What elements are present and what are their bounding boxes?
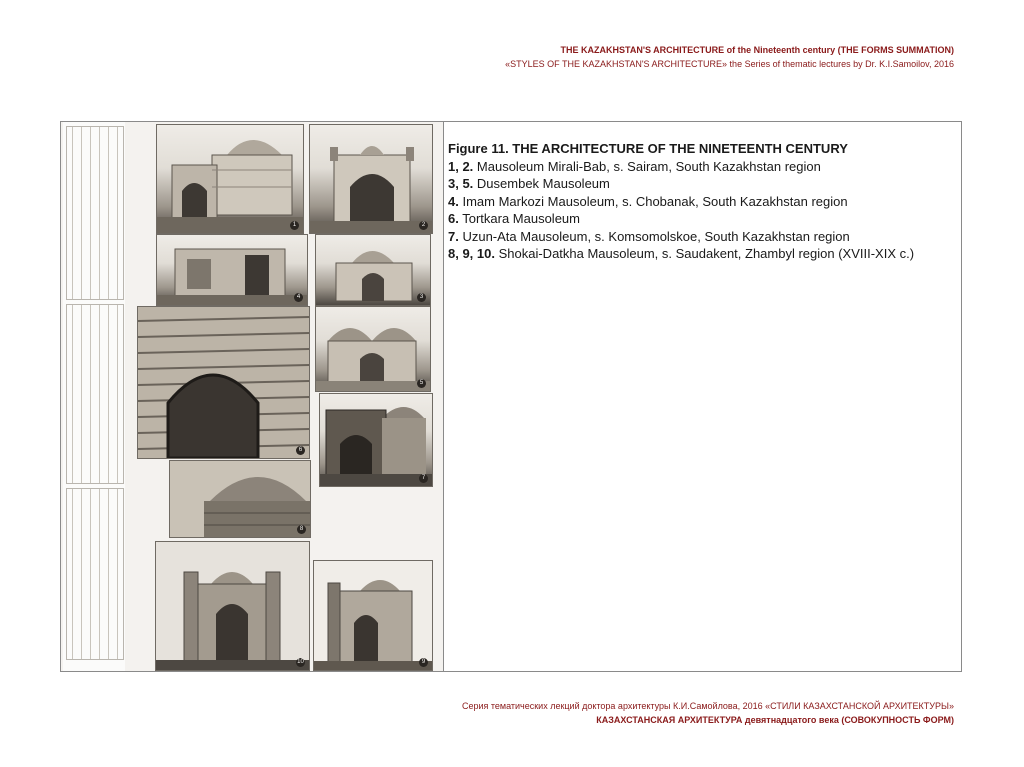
photo-number: 7 <box>419 474 428 483</box>
photo-9-shokai-datkha <box>313 560 433 671</box>
figure-frame <box>60 121 962 672</box>
caption-numbers: 3, 5. <box>448 176 474 191</box>
photo-plate <box>61 122 444 671</box>
photo-7-uzun-ata <box>319 393 433 487</box>
photo-6-tortkara <box>137 306 310 459</box>
photo-number: 4 <box>294 293 303 302</box>
photo-1-mirali-bab <box>156 124 304 234</box>
mausoleum-9-drawing <box>314 561 432 670</box>
caption-numbers: 7. <box>448 228 459 244</box>
caption-text: Dusembek Mausoleum <box>473 176 610 191</box>
photo-5-dusembek <box>315 306 431 392</box>
photo-number: 8 <box>297 525 306 534</box>
page-footer <box>462 699 954 727</box>
caption-text: Uzun-Ata Mausoleum, s. Komsomolskoe, South Kazakhstan region <box>458 228 850 244</box>
photo-10-shokai-datkha <box>155 541 310 671</box>
mausoleum-4-drawing <box>157 235 307 305</box>
photo-3-dusembek <box>315 234 431 306</box>
caption-text: Imam Markozi Mausoleum, s. Chobanak, South Kazakhstan region <box>458 193 848 209</box>
caption-item-1 <box>448 158 938 176</box>
photo-number: 5 <box>417 379 426 388</box>
caption-item-6 <box>448 245 938 263</box>
photo-8-shokai-datkha <box>169 460 311 538</box>
photo-number: 2 <box>419 221 428 230</box>
mausoleum-2-drawing <box>310 125 432 233</box>
caption-item-4 <box>448 210 938 228</box>
caption-text: Shokai-Datkha Mausoleum, s. Saudakent, Zhambyl region (XVIII-XIX c.) <box>494 246 915 261</box>
mausoleum-10-drawing <box>156 542 309 670</box>
caption-numbers: 4. <box>448 193 459 209</box>
mausoleum-8-drawing <box>170 461 310 537</box>
caption-numbers: 1, 2. <box>448 158 474 174</box>
vertical-captions <box>63 122 125 671</box>
photo-4-imam-markozi <box>156 234 308 306</box>
mausoleum-7-drawing <box>320 394 432 486</box>
mausoleum-5-drawing <box>316 307 430 391</box>
caption-item-2 <box>448 175 938 193</box>
caption-text: Mausoleum Mirali-Bab, s. Sairam, South Kazakhstan region <box>473 158 821 174</box>
header-title: THE KAZAKHSTAN'S ARCHITECTURE of the Nineteenth century (THE FORMS SUMMATION) <box>560 45 954 55</box>
caption-block-5-7 <box>66 304 124 484</box>
figure-title: Figure 11. THE ARCHITECTURE OF THE NINETEENTH CENTURY <box>448 141 848 156</box>
footer-series-line: Серия тематических лекций доктора архитектуры К.И.Самойлова, 2016 «СТИЛИ КАЗАХСТАНСКОЙ АРХИТЕКТУРЫ» <box>461 701 954 711</box>
mausoleum-1-drawing <box>157 125 303 233</box>
caption-numbers: 8, 9, 10. <box>448 246 495 261</box>
photo-number: 1 <box>290 221 299 230</box>
mausoleum-3-drawing <box>316 235 430 305</box>
header-subtitle: «STYLES OF THE KAZAKHSTAN'S ARCHITECTURE» the Series of thematic lectures by Dr. K.I.Samoilov, 2016 <box>505 59 954 69</box>
mausoleum-6-drawing <box>138 307 309 458</box>
photo-number: 6 <box>296 446 305 455</box>
caption-numbers: 6. <box>448 211 459 226</box>
photo-number: 10 <box>297 659 304 665</box>
caption-item-3 <box>448 193 938 211</box>
caption-item-5 <box>448 228 938 246</box>
figure-caption <box>448 140 938 263</box>
caption-block-8-10 <box>66 488 124 660</box>
caption-text: Tortkara Mausoleum <box>458 211 580 226</box>
footer-title-line: КАЗАХСТАНСКАЯ АРХИТЕКТУРА девятнадцатого века (СОВОКУПНОСТЬ ФОРМ) <box>596 715 954 725</box>
photo-number: 9 <box>419 658 428 667</box>
page-header <box>505 43 954 71</box>
photo-number: 3 <box>417 293 426 302</box>
caption-block-1-4 <box>66 126 124 300</box>
photo-2-mirali-bab <box>309 124 433 234</box>
